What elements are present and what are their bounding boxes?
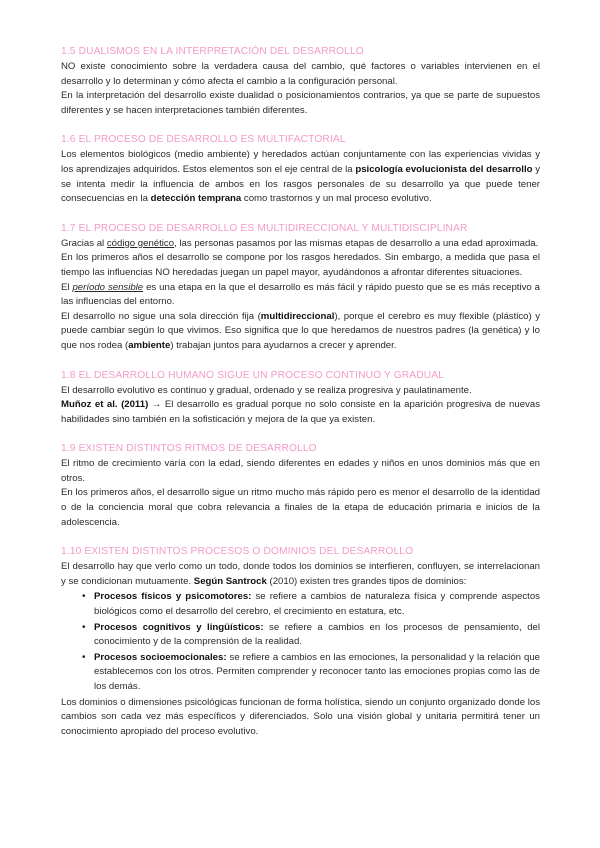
text-run: → El desarrollo es gradual porque no solo consiste en la aparición progresiva de nuevas habilidades sino también en la sofisticación y mejora de la que ya existen.	[61, 399, 540, 425]
list-item	[94, 590, 540, 619]
text-run: Gracias al	[61, 237, 107, 249]
section-1-5	[61, 44, 540, 118]
section-heading: 1.10 EXISTEN DISTINTOS PROCESOS O DOMINIOS DEL DESARROLLO	[61, 546, 414, 558]
paragraph: NO existe conocimiento sobre la verdadera causa del cambio, qué factores o variables intervienen en el desarrollo y lo determinan y cómo afecta el cambio a la configuración personal.	[61, 61, 540, 87]
section-1-7	[61, 221, 540, 354]
paragraph: Los dominios o dimensiones psicológicas funcionan de forma holística, siendo un conjunto organizado donde los cambios son cada vez más específicos y diferenciados. Solo una visión global y unitaria permitirá tener un conocimiento apropiado del proceso evolutivo.	[61, 696, 540, 737]
section-1-8	[61, 368, 540, 428]
text-run: El	[61, 281, 73, 293]
text-run: se refiere a cambios en los procesos de pensamiento, del conocimiento y de la comprensión de la realidad.	[94, 621, 540, 648]
text-run: se refiere a cambios de naturaleza física y comprende aspectos biológicos como el desarrollo del cerebro, el crecimiento en estatura, etc.	[94, 591, 540, 618]
text-run: y se intenta medir la influencia de ambos en los rasgos personales de su desarrollo ya que puede tener consecuencias en la	[61, 163, 540, 205]
paragraph: En los primeros años el desarrollo se compone por los rasgos heredados. Sin embargo, a medida que pasa el tiempo las influencias NO heredadas juegan un papel mayor, ayudándonos a afrontar diferentes situaciones.	[61, 252, 540, 278]
citation: Muñoz et al. (2011)	[61, 399, 149, 411]
paragraph: En los primeros años, el desarrollo sigue un ritmo mucho más rápido pero es menor el desarrollo de la identidad o de la conciencia moral que cobra relevancia a finales de la etapa de educación primaria e inicios de la adolescencia.	[61, 487, 540, 528]
section-heading: 1.6 EL PROCESO DE DESARROLLO ES MULTIFACTORIAL	[61, 134, 346, 146]
bold-term: Procesos cognitivos y lingüísticos:	[94, 621, 264, 633]
citation: Según Santrock	[193, 575, 267, 587]
paragraph	[61, 398, 540, 427]
paragraph	[61, 148, 540, 206]
section-heading: 1.7 EL PROCESO DE DESARROLLO ES MULTIDIRECCIONAL Y MULTIDISCIPLINAR	[61, 222, 468, 234]
bold-term: detección temprana	[150, 193, 242, 205]
text-run: El desarrollo no sigue una sola dirección fija (	[61, 310, 261, 322]
text-run: ) trabajan juntos para ayudarnos a crecer y aprender.	[170, 339, 397, 351]
bold-term: psicología evolucionista del desarrollo	[355, 163, 533, 175]
text-run: como trastornos y un mal proceso evolutivo.	[241, 193, 432, 205]
paragraph: En la interpretación del desarrollo existe dualidad o posicionamientos contrarios, ya que se parte de supuestos diferentes y se hacen interpretaciones también diferentes.	[61, 90, 540, 116]
text-run: (2010) existen tres grandes tipos de dominios:	[266, 575, 467, 587]
paragraph: El ritmo de crecimiento varía con la edad, siendo diferentes en edades y niños en unos dominios más que en otros.	[61, 458, 540, 484]
section-heading: 1.9 EXISTEN DISTINTOS RITMOS DE DESARROLLO	[61, 443, 317, 455]
bold-term: Procesos físicos y psicomotores:	[94, 591, 252, 603]
section-1-10	[61, 544, 540, 739]
text-run: es una etapa en la que el desarrollo es más fácil y rápido puesto que se es más receptivo a las influencias del entorno.	[61, 281, 540, 308]
text-run: ), porque el cerebro es muy flexible (plástico) y puede cambiar según lo que vivimos. Eso significa que lo que heredamos de nuestros padres (la genética) y lo que nos rodea (	[61, 310, 541, 351]
section-heading: 1.5 DUALISMOS EN LA INTERPRETACIÓN DEL DESARROLLO	[61, 46, 364, 57]
bold-term: Procesos socioemocionales:	[94, 651, 227, 663]
domain-list	[61, 590, 540, 694]
paragraph	[61, 310, 540, 354]
bold-term: multidireccional	[260, 310, 335, 322]
paragraph	[61, 237, 540, 252]
text-run: , las personas pasamos por las mismas etapas de desarrollo a una edad aproximada.	[174, 237, 539, 249]
text-run: Los elementos biológicos (medio ambiente) y heredados actúan conjuntamente con las experiencias vividas y los aprendizajes adquiridos. Estos elementos son el eje central de la	[61, 149, 540, 175]
section-1-9	[61, 441, 540, 530]
text-run: El desarrollo hay que verlo como un todo, donde todos los dominios se interfieren, confluyen, se interrelacionan y se condicionan mutuamente.	[61, 561, 540, 587]
text-run: se refiere a cambios en las emociones, la personalidad y la relación que establecemos con los otros. Permiten comprender y reconocer tanto las emociones propias como las de los demás.	[94, 651, 541, 692]
bold-term: ambiente	[128, 339, 171, 351]
list-item	[94, 651, 540, 695]
paragraph: El desarrollo evolutivo es continuo y gradual, ordenado y se realiza progresiva y paulatinamente.	[61, 384, 472, 396]
underlined-term: código genético	[106, 237, 175, 249]
paragraph	[61, 560, 540, 589]
list-item	[94, 621, 540, 650]
underlined-term: período sensible	[72, 281, 144, 293]
section-heading: 1.8 EL DESARROLLO HUMANO SIGUE UN PROCESO CONTINUO Y GRADUAL	[61, 369, 445, 381]
paragraph	[61, 281, 540, 310]
section-1-6	[61, 132, 540, 206]
